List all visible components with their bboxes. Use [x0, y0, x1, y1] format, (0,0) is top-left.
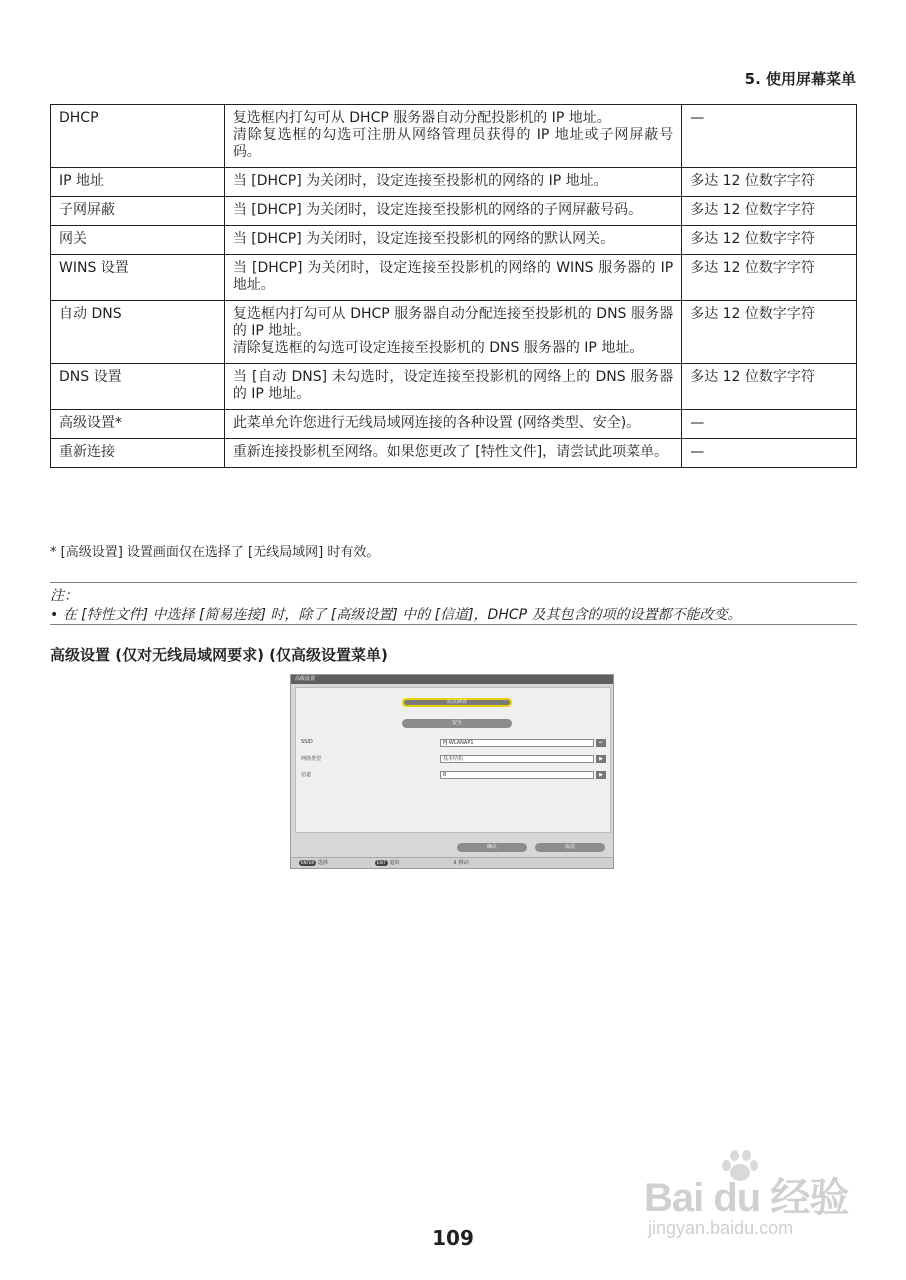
- item-description: 当 [DHCP] 为关闭时，设定连接至投影机的网络的默认网关。: [224, 226, 681, 255]
- item-description: 当 [DHCP] 为关闭时，设定连接至投影机的网络的 WINS 服务器的 IP 地址。: [224, 255, 681, 301]
- item-value: 多达 12 位数字字符: [682, 197, 857, 226]
- screen-panel: [295, 687, 611, 833]
- ok-button[interactable]: 确认: [457, 843, 527, 852]
- table-row: [51, 439, 857, 468]
- item-description: 当 [DHCP] 为关闭时，设定连接至投影机的网络的 IP 地址。: [224, 168, 681, 197]
- network-type-field[interactable]: 基本结构: [440, 755, 594, 763]
- item-name: WINS 设置: [51, 255, 225, 301]
- move-key-hint: [453, 858, 469, 868]
- exit-key-label: 退出: [389, 860, 400, 866]
- item-value: 多达 12 位数字字符: [682, 226, 857, 255]
- channel-field[interactable]: 8: [440, 771, 594, 779]
- item-name: 高级设置*: [51, 410, 225, 439]
- play-icon[interactable]: ▶: [596, 771, 606, 779]
- note-box: [50, 582, 857, 625]
- item-description: 重新连接投影机至网络。如果您更改了 [特性文件]，请尝试此项菜单。: [224, 439, 681, 468]
- exit-key-badge: EXIT: [377, 859, 386, 865]
- table-row: [51, 105, 857, 168]
- item-description: 复选框内打勾可从 DHCP 服务器自动分配投影机的 IP 地址。 清除复选框的勾选可注册从网络管理员获得的 IP 地址或子网屏蔽号码。: [224, 105, 681, 168]
- item-description: 当 [DHCP] 为关闭时，设定连接至投影机的网络的子网屏蔽号码。: [224, 197, 681, 226]
- table-row: [51, 168, 857, 197]
- ssid-label: SSID: [301, 739, 313, 745]
- section-heading: 高级设置 (仅对无线局域网要求) (仅高级设置菜单): [50, 646, 388, 664]
- item-value: 多达 12 位数字字符: [682, 168, 857, 197]
- section-title: 5. 使用屏幕菜单: [744, 70, 856, 88]
- site-survey-button[interactable]: 站点调查: [402, 698, 512, 707]
- item-name: 网关: [51, 226, 225, 255]
- settings-table: [50, 104, 857, 468]
- enter-key-badge: ENTER: [301, 859, 315, 865]
- note-label: 注：: [50, 588, 78, 604]
- network-type-label: 网络类型: [301, 756, 322, 762]
- item-name: IP 地址: [51, 168, 225, 197]
- screen-footer: [291, 857, 613, 868]
- item-value: —: [682, 410, 857, 439]
- table-row: [51, 255, 857, 301]
- item-value: 多达 12 位数字字符: [682, 364, 857, 410]
- watermark-url: jingyan.baidu.com: [648, 1218, 794, 1238]
- watermark-logo: Bai du 经验: [644, 1176, 849, 1220]
- item-name: 重新连接: [51, 439, 225, 468]
- exit-key-hint: [375, 858, 400, 868]
- page-number: 109: [432, 1226, 474, 1250]
- item-description: 此菜单允许您进行无线局域网连接的各种设置 (网络类型、安全)。: [224, 410, 681, 439]
- cancel-button[interactable]: 取消: [535, 843, 605, 852]
- ssid-field[interactable]: PJ-WLANAP1: [440, 739, 594, 747]
- enter-key-hint: [299, 858, 328, 868]
- item-description: 复选框内打勾可从 DHCP 服务器自动分配连接至投影机的 DNS 服务器的 IP 地址。 清除复选框的勾选可设定连接至投影机的 DNS 服务器的 IP 地址。: [224, 301, 681, 364]
- screen-title: 高级设置: [291, 675, 613, 684]
- table-row: [51, 197, 857, 226]
- baidu-watermark: [644, 1152, 859, 1244]
- arrow-keys-icon: ⇕: [453, 860, 458, 866]
- table-row: [51, 301, 857, 364]
- move-key-label: 移动: [458, 860, 469, 866]
- table-footnote: * [高级设置] 设置画面仅在选择了 [无线局域网] 时有效。: [50, 545, 380, 560]
- table-row: [51, 364, 857, 410]
- enter-icon[interactable]: ↵: [596, 739, 606, 747]
- table-row: [51, 410, 857, 439]
- note-text: • 在 [特性文件] 中选择 [简易连接] 时，除了 [高级设置] 中的 [信道]，DHCP 及其包含的项的设置都不能改变。: [50, 607, 742, 623]
- item-value: 多达 12 位数字字符: [682, 255, 857, 301]
- item-name: DNS 设置: [51, 364, 225, 410]
- security-button[interactable]: 安全: [402, 719, 512, 728]
- item-value: —: [682, 105, 857, 168]
- item-value: 多达 12 位数字字符: [682, 301, 857, 364]
- item-name: 子网屏蔽: [51, 197, 225, 226]
- item-name: 自动 DNS: [51, 301, 225, 364]
- item-value: —: [682, 439, 857, 468]
- table-row: [51, 226, 857, 255]
- item-description: 当 [自动 DNS] 未勾选时，设定连接至投影机的网络上的 DNS 服务器的 IP 地址。: [224, 364, 681, 410]
- play-icon[interactable]: ▶: [596, 755, 606, 763]
- channel-label: 信道: [301, 772, 312, 778]
- enter-key-label: 选择: [317, 860, 328, 866]
- item-name: DHCP: [51, 105, 225, 168]
- advanced-settings-screenshot: [290, 674, 614, 869]
